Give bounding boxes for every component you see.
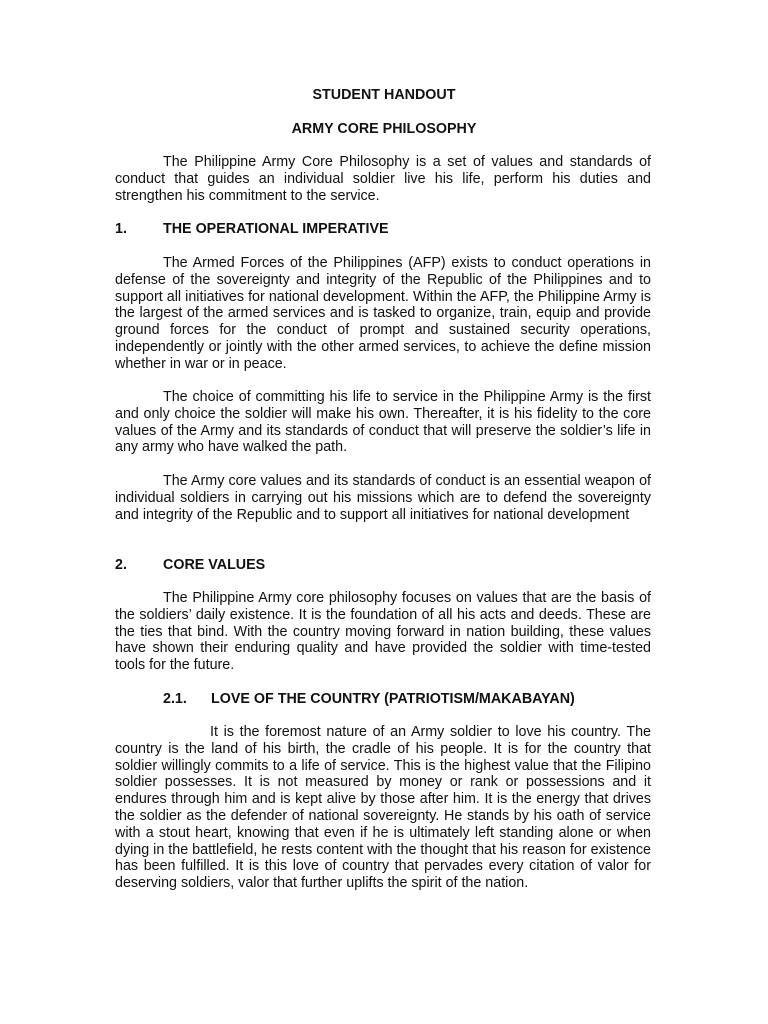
document-title: STUDENT HANDOUT (312, 87, 456, 103)
subsection-heading-love-of-country (163, 691, 653, 708)
section-2-paragraph-1: The Philippine Army core philosophy focuses on values that are the basis of the soldiers’ daily existence. It is the foundation of all his acts and deeds. These are the ties that bind. With the country moving forward in nation building, these values have shown their enduring quality and have provided the soldier with time-tested tools for the future. (115, 590, 651, 674)
section-number: 1. (115, 221, 127, 237)
section-number: 2. (115, 557, 127, 573)
section-title: CORE VALUES (163, 557, 266, 573)
section-title: THE OPERATIONAL IMPERATIVE (163, 221, 389, 237)
subsection-number: 2.1. (163, 691, 187, 707)
section-1-paragraph-3: The Army core values and its standards of conduct is an essential weapon of individual soldiers in carrying out his missions which are to defend the sovereignty and integrity of the Republic and to support all initiatives for national development (115, 473, 651, 523)
section-heading-core-values (115, 557, 651, 574)
subsection-2-1-paragraph-1: It is the foremost nature of an Army soldier to love his country. The country is the land of his birth, the cradle of his people. It is for the country that soldier willingly commits to a life of service. This is the highest value that the Filipino soldier possesses. It is not measured by money or rank or possessions and it endures through him and is kept alive by those after him. It is the energy that drives the soldier as the defender of national sovereignty. He stands by his oath of service with a stout heart, knowing that even if he is ultimately left standing alone or when dying in the battlefield, he rests content with the thought that his reason for existence has been fulfilled. It is this love of country that pervades every citation of valor for deserving soldiers, valor that further uplifts the spirit of the nation. (115, 724, 651, 892)
subsection-title: LOVE OF THE COUNTRY (PATRIOTISM/MAKABAYAN) (211, 691, 575, 707)
section-1-paragraph-2: The choice of committing his life to service in the Philippine Army is the first and only choice the soldier will make his own. Thereafter, it is his fidelity to the core values of the Army and its standards of conduct that will preserve the soldier’s life in any army who have walked the path. (115, 389, 651, 456)
section-1-paragraph-1: The Armed Forces of the Philippines (AFP) exists to conduct operations in defense of the sovereignty and integrity of the Republic of the Philippines and to support all initiatives for national development. Within the AFP, the Philippine Army is the largest of the armed services and is tasked to organize, train, equip and provide ground forces for the conduct of prompt and sustained security operations, independently or jointly with the other armed services, to achieve the define mission whether in war or in peace. (115, 255, 651, 372)
document-subtitle: ARMY CORE PHILOSOPHY (291, 121, 477, 137)
section-heading-operational-imperative (115, 221, 651, 238)
intro-paragraph: The Philippine Army Core Philosophy is a set of values and standards of conduct that guides an individual soldier live his life, perform his duties and strengthen his commitment to the service. (115, 154, 651, 204)
